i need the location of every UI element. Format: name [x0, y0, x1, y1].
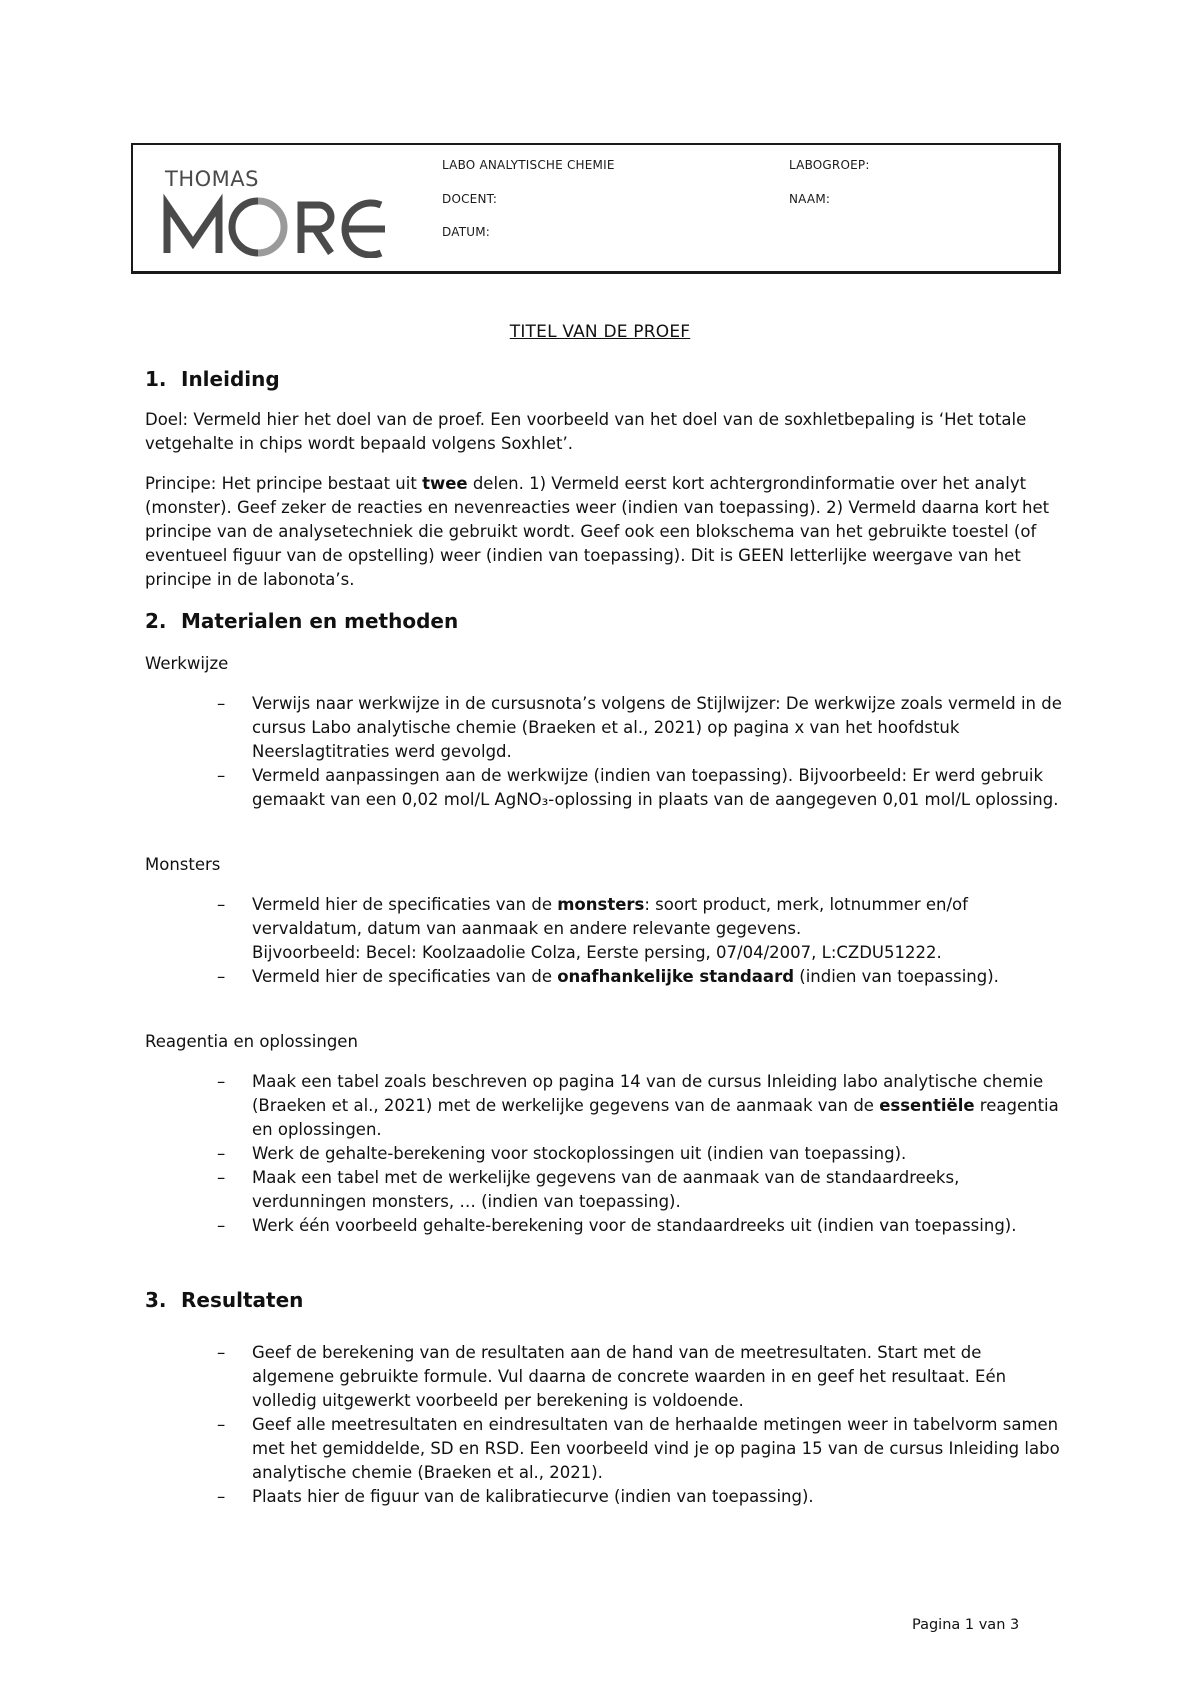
- bullet-dash: –: [217, 1144, 226, 1163]
- bullet-dash: –: [217, 895, 226, 914]
- lab-label: LABO ANALYTISCHE CHEMIE: [442, 158, 615, 172]
- list-item: [145, 1413, 1065, 1485]
- list-item-text: reagentia en oplossingen.: [252, 1096, 1059, 1139]
- list-item-text: Plaats hier de figuur van de kalibratiecurve (indien van toepassing).: [252, 1487, 814, 1506]
- bullet-dash: –: [217, 766, 226, 785]
- section-1-heading: [145, 367, 280, 391]
- principe-text-b: delen. 1) Vermeld eerst kort achtergrondinformatie over het analyt (monster). Geef zeker de reacties en nevenreacties weer (indien van toepassing). 2) Vermeld daarna kort het principe van de analysetechniek die gebruikt wordt. Geef ook een blokschema van het gebruikte toestel (of eventueel figuur van de opstelling) weer (indien van toepassing). Dit is GEEN letterlijke weergave van het principe in de labonota’s.: [145, 474, 1050, 589]
- principe-bold: twee: [422, 474, 468, 493]
- bullet-dash: –: [217, 1216, 226, 1235]
- section-1-title: Inleiding: [181, 367, 280, 391]
- header-box: [131, 143, 1061, 274]
- list-item-text: Werk de gehalte-berekening voor stockoplossingen uit (indien van toepassing).: [252, 1144, 907, 1163]
- list-item-text: : soort product, merk, lotnummer en/of vervaldatum, datum van aanmaak en andere relevante gegevens.: [252, 895, 968, 938]
- bullet-dash: –: [217, 1415, 226, 1434]
- doel-paragraph: Doel: Vermeld hier het doel van de proef. Een voorbeeld van het doel van de soxhletbepaling is ‘Het totale vetgehalte in chips wordt bepaald volgens Soxhlet’.: [145, 410, 1027, 453]
- list-item-bold: monsters: [557, 895, 645, 914]
- list-item-text: Vermeld hier de specificaties van de: [252, 895, 558, 914]
- reagentia-list: [145, 1070, 1065, 1238]
- principe-text-a: Principe: Het principe bestaat uit: [145, 474, 423, 493]
- werkwijze-label: Werkwijze: [145, 654, 229, 673]
- page-number: Pagina 1 van 3: [912, 1617, 1020, 1633]
- labogroep-label: LABOGROEP:: [789, 158, 870, 172]
- list-item-text: Vermeld aanpassingen aan de werkwijze (indien van toepassing). Bijvoorbeeld: Er werd gebruik gemaakt van een 0,02 mol/L AgNO₃-oplossing in plaats van de aangegeven 0,01 mol/L oplossing.: [252, 766, 1059, 809]
- list-item: [145, 1142, 1065, 1166]
- section-3-heading: [145, 1288, 303, 1312]
- list-item: [145, 893, 1065, 965]
- section-1-number: 1.: [145, 367, 167, 391]
- list-item: [145, 692, 1065, 764]
- principe-paragraph: [145, 472, 1050, 592]
- bullet-dash: –: [217, 694, 226, 713]
- resultaten-list: [145, 1341, 1065, 1509]
- list-item: [145, 1485, 1065, 1509]
- section-3-title: Resultaten: [181, 1288, 304, 1312]
- list-item-bold: essentiële: [879, 1096, 975, 1115]
- list-item-text: Werk één voorbeeld gehalte-berekening voor de standaardreeks uit (indien van toepassing).: [252, 1216, 1017, 1235]
- list-item-text: Geef de berekening van de resultaten aan de hand van de meetresultaten. Start met de algemene gebruikte formule. Vul daarna de concrete waarden in en geef het resultaat. Eén volledig uitgewerkt voorbeeld per berekening is voldoende.: [252, 1343, 1007, 1410]
- list-item-text: Verwijs naar werkwijze in de cursusnota’s volgens de Stijlwijzer: De werkwijze zoals vermeld in de cursus Labo analytische chemie (Braeken et al., 2021) op pagina x van het hoofdstuk Neerslagtitraties werd gevolgd.: [252, 694, 1062, 761]
- bullet-dash: –: [217, 1168, 226, 1187]
- datum-label: DATUM:: [442, 225, 491, 239]
- logo-text-top: THOMAS: [165, 167, 259, 191]
- monsters-list: [145, 893, 1065, 989]
- naam-label: NAAM:: [789, 192, 831, 206]
- bullet-dash: –: [217, 1487, 226, 1506]
- section-3-number: 3.: [145, 1288, 167, 1312]
- list-item: [145, 965, 1065, 989]
- list-item-text: Geef alle meetresultaten en eindresultaten van de herhaalde metingen weer in tabelvorm samen met het gemiddelde, SD en RSD. Een voorbeeld vind je op pagina 15 van de cursus Inleiding labo analytische chemie (Braeken et al., 2021).: [252, 1415, 1060, 1482]
- reagentia-label: Reagentia en oplossingen: [145, 1032, 358, 1051]
- list-item: [145, 764, 1065, 812]
- bullet-dash: –: [217, 967, 226, 986]
- logo-more-mark: [163, 163, 388, 258]
- section-2-number: 2.: [145, 609, 167, 633]
- list-item: [145, 1341, 1065, 1413]
- docent-label: DOCENT:: [442, 192, 498, 206]
- list-item-bold: onafhankelijke standaard: [557, 967, 795, 986]
- list-item-text: Vermeld hier de specificaties van de: [252, 967, 558, 986]
- section-2-heading: [145, 609, 458, 633]
- list-item-text: (indien van toepassing).: [794, 967, 999, 986]
- bullet-dash: –: [217, 1072, 226, 1091]
- monsters-label: Monsters: [145, 855, 221, 874]
- list-item: [145, 1214, 1065, 1238]
- thomas-more-logo: [163, 163, 388, 258]
- page-title: TITEL VAN DE PROEF: [509, 322, 691, 342]
- section-2-title: Materialen en methoden: [181, 609, 459, 633]
- list-item-example: Bijvoorbeeld: Becel: Koolzaadolie Colza, Eerste persing, 07/04/2007, L:CZDU51222.: [252, 943, 942, 962]
- werkwijze-list: [145, 692, 1065, 812]
- list-item-text: Maak een tabel met de werkelijke gegevens van de aanmaak van de standaardreeks, verdunningen monsters, … (indien van toepassing).: [252, 1168, 960, 1211]
- list-item-text: Maak een tabel zoals beschreven op pagina 14 van de cursus Inleiding labo analytische chemie (Braeken et al., 2021) met de werkelijke gegevens van de aanmaak van de: [252, 1072, 1044, 1115]
- list-item: [145, 1166, 1065, 1214]
- bullet-dash: –: [217, 1343, 226, 1362]
- list-item: [145, 1070, 1065, 1142]
